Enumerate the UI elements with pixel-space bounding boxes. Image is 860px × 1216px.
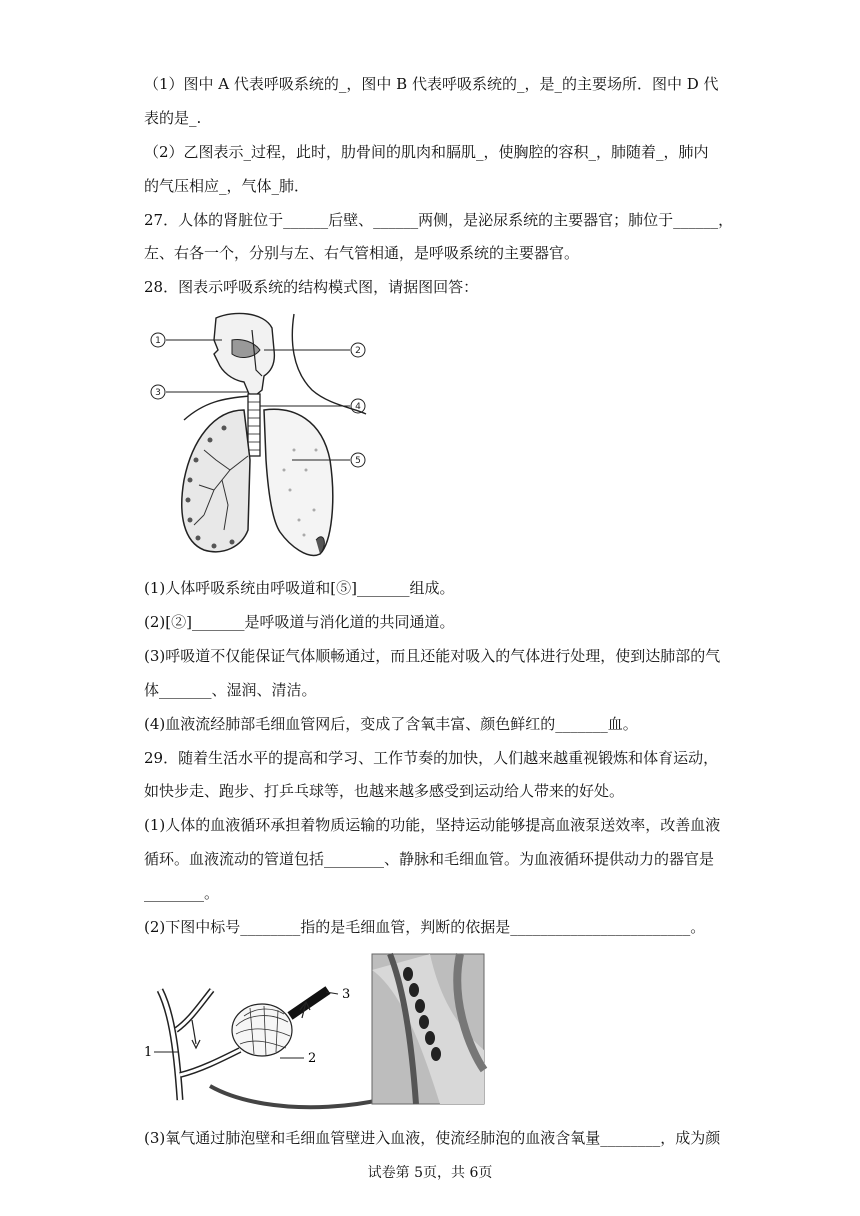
question-28-3-line-1: (3)呼吸道不仅能保证气体顺畅通过，而且还能对吸入的气体进行处理，使到达肺部的气 xyxy=(144,647,721,665)
vessel-label-3: 3 xyxy=(342,987,351,1002)
question-29-1-line-1: (1)人体的血液循环承担着物质运输的功能，坚持运动能够提高血液泵送效率，改善血液 xyxy=(144,816,721,834)
question-29-2: (2)下图中标号________指的是毛细血管，判断的依据是________________________。 xyxy=(144,918,706,936)
question-28-1: (1)人体呼吸系统由呼吸道和[⑤]_______组成。 xyxy=(144,579,455,597)
text-line-3: （2）乙图表示_过程，此时，肋骨间的肌肉和膈肌_，使胸腔的容积_，肺随着_，肺内 xyxy=(144,143,709,161)
respiratory-system-diagram xyxy=(144,310,384,560)
text-line-4: 的气压相应_，气体_肺． xyxy=(144,177,310,195)
question-28-title: 28．图表示呼吸系统的结构模式图，请据图回答： xyxy=(144,278,479,296)
vessel-label-1: 1 xyxy=(144,1045,153,1060)
svg-text:1: 1 xyxy=(155,336,161,346)
question-27-line-1: 27．人体的肾脏位于______后壁、______两侧，是泌尿系统的主要器官；肺位于______， xyxy=(144,211,734,229)
svg-text:4: 4 xyxy=(355,402,361,412)
question-29-3: (3)氧气通过肺泡壁和毛细血管壁进入血液，使流经肺泡的血液含氧量________，成为颜 xyxy=(144,1129,721,1147)
svg-text:5: 5 xyxy=(355,456,361,466)
blood-vessel-diagram xyxy=(140,950,500,1110)
question-27-line-2: 左、右各一个，分别与左、右气管相通，是呼吸系统的主要器官。 xyxy=(144,244,580,262)
question-29-1-line-2: 循环。血液流动的管道包括________、静脉和毛细血管。为血液循环提供动力的器官是 xyxy=(144,850,715,868)
question-29-line-1: 29．随着生活水平的提高和学习、工作节奏的加快，人们越来越重视锻炼和体育运动， xyxy=(144,749,719,767)
question-29-1-line-3: ________。 xyxy=(144,884,220,902)
vessel-label-2: 2 xyxy=(308,1051,317,1066)
svg-text:3: 3 xyxy=(155,388,161,398)
question-28-2: (2)[②]_______是呼吸道与消化道的共同通道。 xyxy=(144,613,455,631)
page-footer: 试卷第 5页，共 6页 xyxy=(367,1165,493,1181)
question-29-line-2: 如快步走、跑步、打乒乓球等，也越来越多感受到运动给人带来的好处。 xyxy=(144,782,625,800)
question-28-3-line-2: 体_______、湿润、清洁。 xyxy=(144,681,317,699)
svg-text:2: 2 xyxy=(355,346,361,356)
question-28-4: (4)血液流经肺部毛细血管网后，变成了含氧丰富、颜色鲜红的_______血。 xyxy=(144,715,638,733)
text-line-2: 表的是_. xyxy=(144,109,202,127)
text-line-1: （1）图中 A 代表呼吸系统的_，图中 B 代表呼吸系统的_，是_的主要场所．图中 D 代 xyxy=(144,75,719,93)
